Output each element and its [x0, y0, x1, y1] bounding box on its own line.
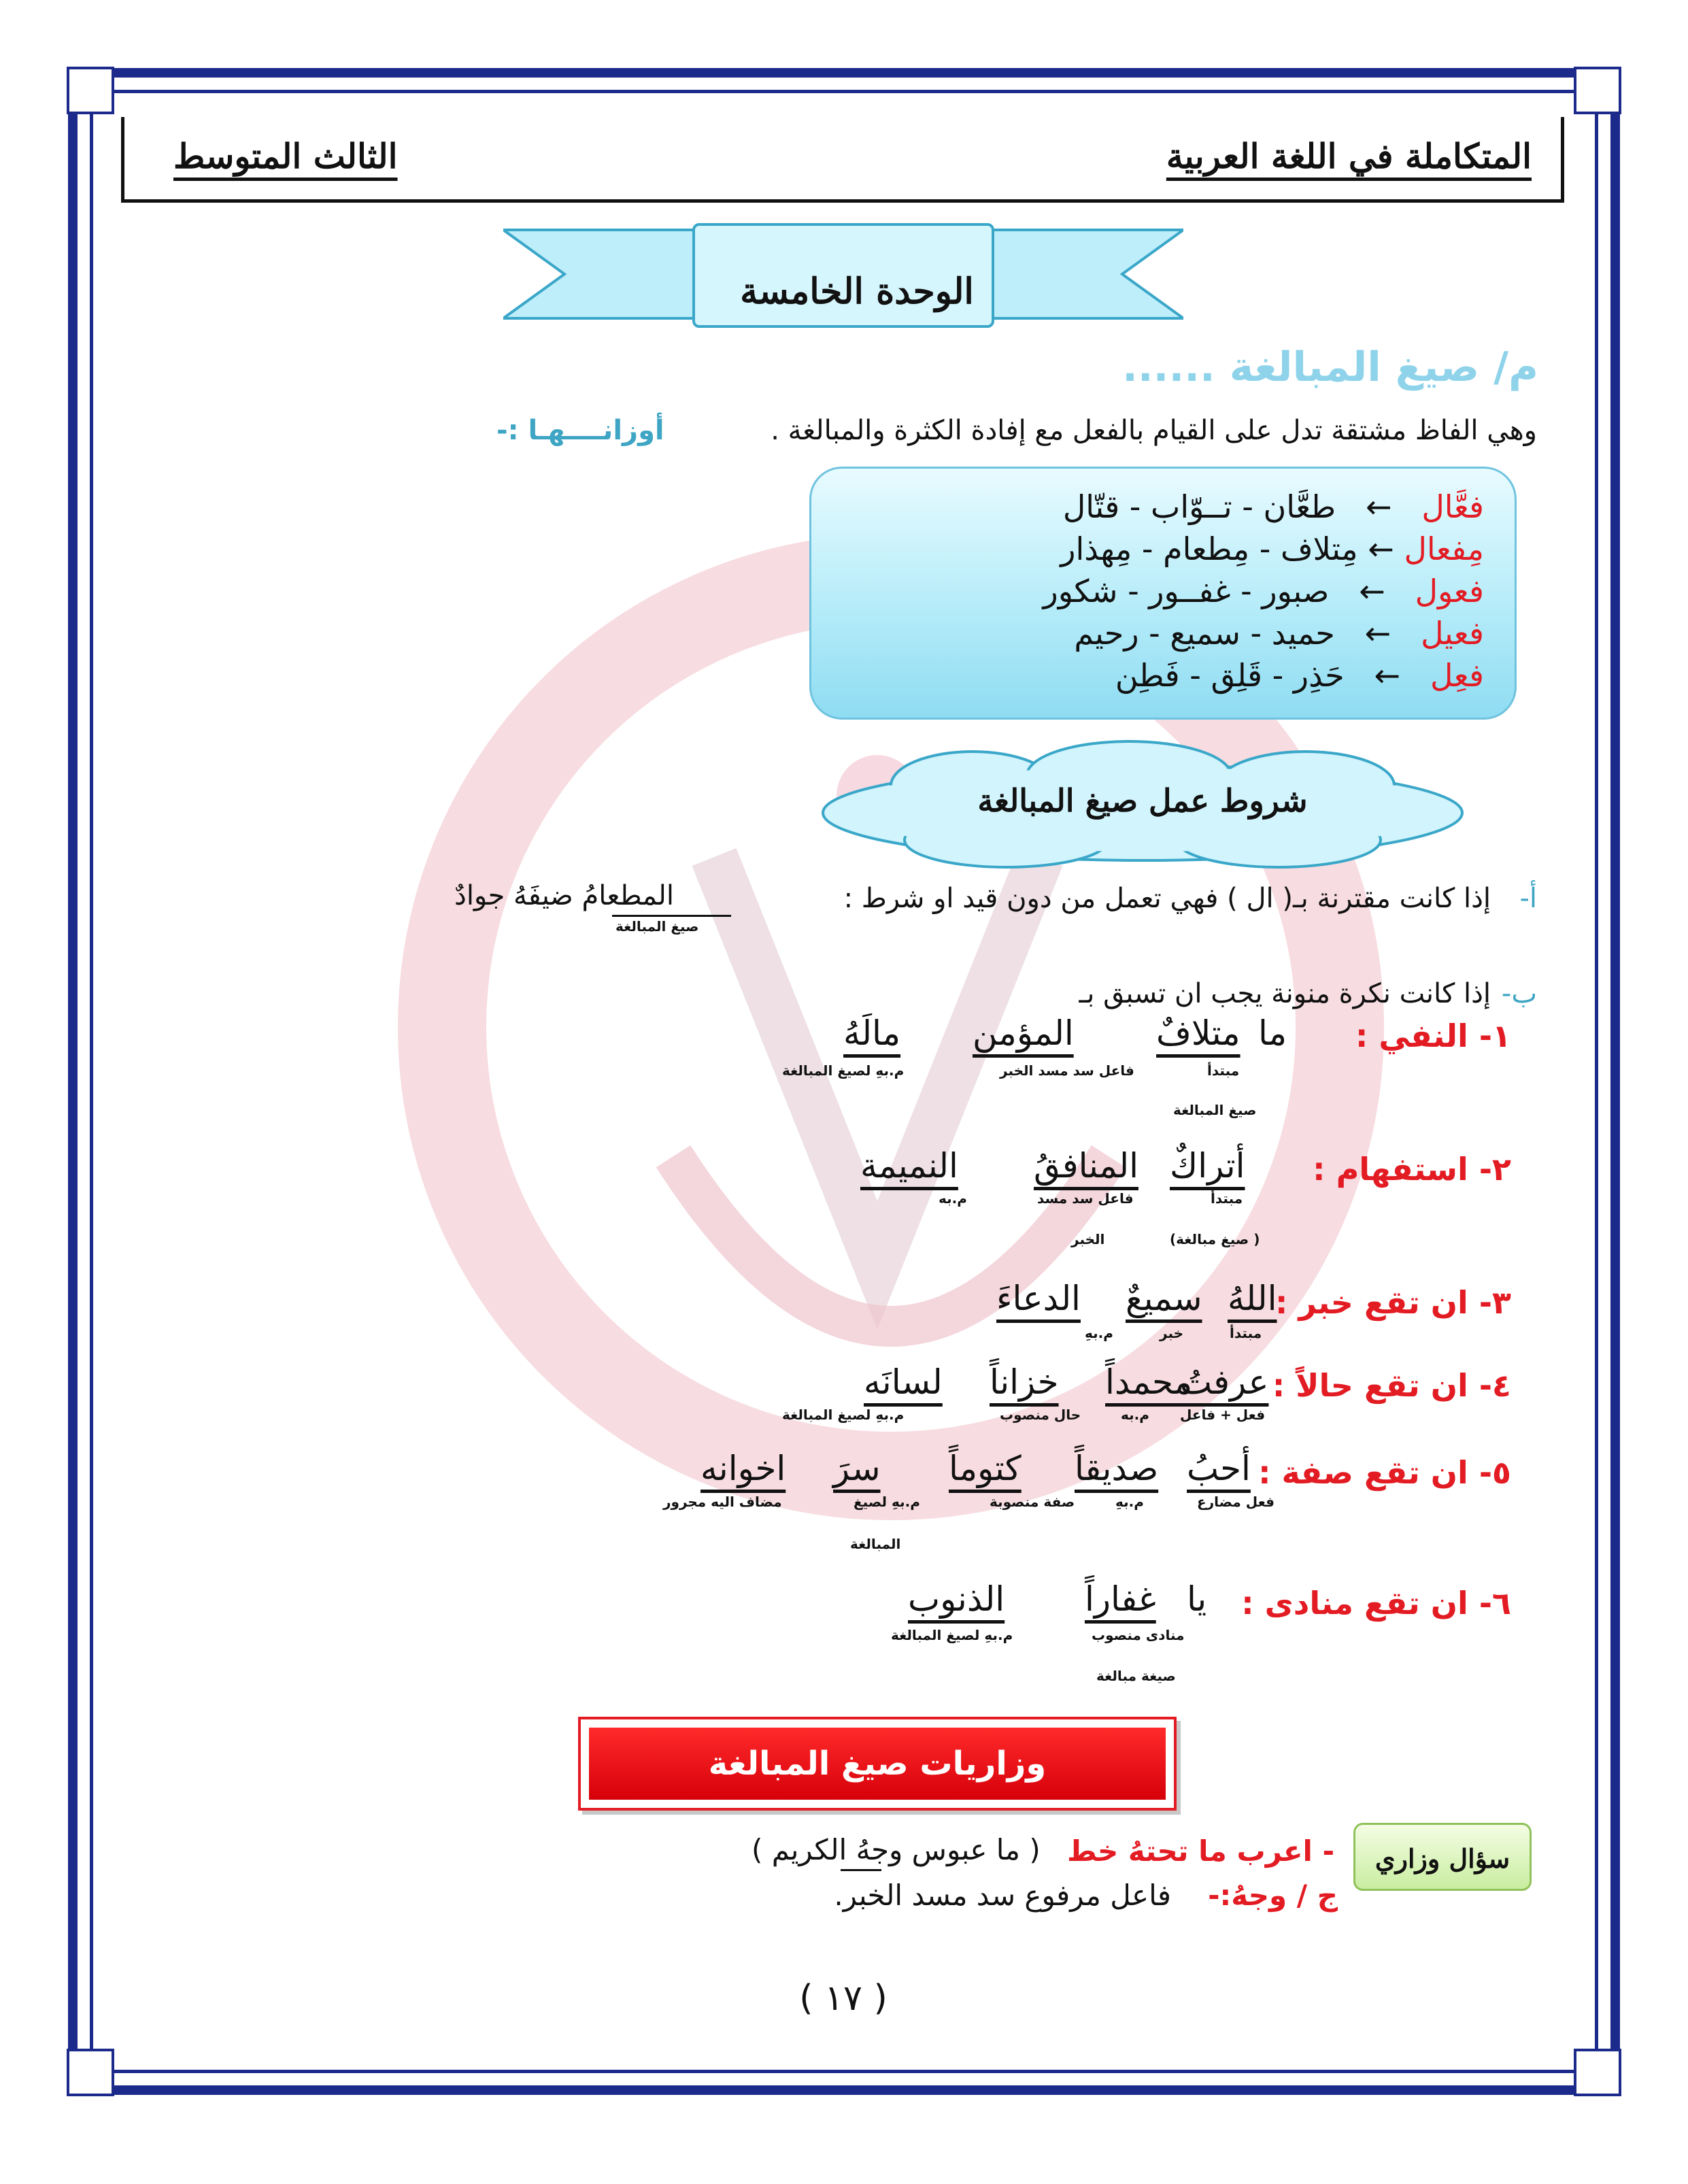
case-title: ١- النفي : [1355, 1018, 1511, 1054]
case-below: الخبر [1071, 1231, 1105, 1247]
case-label: م.به [939, 1190, 967, 1207]
cond-a-note: صيغ المبالغة [615, 918, 699, 935]
weight-row [1060, 531, 1484, 567]
answer-label: ج / وجهُ:- [1208, 1879, 1338, 1912]
weight-row [1074, 615, 1484, 652]
case-word: النميمة [860, 1146, 958, 1186]
case-word: أحبُ [1187, 1449, 1251, 1488]
arrow-icon: ← [1368, 531, 1394, 567]
definition-text: وهي الفاظ مشتقة تدل على القيام بالفعل مع إفادة الكثرة والمبالغة . [771, 415, 1537, 446]
weight-examples: صبور - غفــور - شكور [1043, 573, 1330, 609]
case-word: الدعاءَ [996, 1279, 1081, 1318]
question-sentence: ( ما عبوس وجهُ الكريم ) [752, 1833, 1041, 1866]
cond-a-letter: أ- [1519, 883, 1537, 914]
case-title: ٦- ان تقع منادى : [1241, 1585, 1511, 1622]
weight-pattern: فعيل [1421, 615, 1484, 652]
arrow-icon: ← [1365, 488, 1392, 525]
case-word: سميعٌ [1126, 1279, 1202, 1318]
weight-row [1043, 573, 1484, 609]
case-below: ( صيغ مبالغة) [1170, 1231, 1260, 1247]
weight-examples: طعَّان - تــوّاب - قتّال [1062, 488, 1336, 525]
case-word: اللهُ [1228, 1279, 1277, 1318]
case-word: متلافٌ [1156, 1013, 1240, 1053]
case-below: صيغة مبالغة [1096, 1668, 1176, 1684]
case-label: مبتدأ [1207, 1062, 1240, 1079]
case-label: حال منصوب [1000, 1407, 1081, 1423]
weight-examples: حَذِر - قَلِق - فَطِن [1115, 657, 1345, 694]
weight-pattern: مِفعال [1404, 531, 1484, 567]
cond-b-letter: ب- [1501, 978, 1537, 1009]
case-label: م.بهِ لصيغ المبالغة [782, 1062, 905, 1079]
case-word: غفاراً [1085, 1579, 1156, 1619]
header-right-title: المتكاملة في اللغة العربية [1166, 136, 1532, 176]
case-label: مبتدأ [1211, 1190, 1243, 1207]
case-label: م.بهِ لصيغ المبالغة [891, 1627, 1013, 1643]
header-left-title: الثالث المتوسط [173, 136, 398, 176]
case-word: مالَهُ [843, 1013, 901, 1053]
case-label: م.به [1121, 1407, 1149, 1423]
question-badge: سؤال وزاري [1353, 1823, 1532, 1891]
case-word: أتراكٌ [1170, 1146, 1245, 1186]
underline [612, 915, 731, 917]
corner-ornament [67, 2049, 114, 2096]
case-label: فعل + فاعل [1180, 1407, 1266, 1423]
weight-row [1063, 488, 1484, 525]
case-label: م.بهِ [1115, 1494, 1144, 1510]
case-label: فاعل سد مسد [1037, 1190, 1134, 1207]
unit-banner-title: الوحدة الخامسة [740, 271, 974, 312]
case-title: ٥- ان تقع صفة : [1258, 1454, 1511, 1491]
case-word: اخوانه [700, 1449, 786, 1488]
weight-pattern: فعَّال [1421, 488, 1484, 525]
corner-ornament [1574, 67, 1621, 114]
case-below: صيغ المبالغة [1173, 1102, 1257, 1118]
question-prompt: - اعرب ما تحتهُ خط [1066, 1834, 1334, 1868]
case-word: لسانَه [864, 1362, 943, 1402]
page-number: ( ١٧ ) [799, 1978, 888, 2019]
weight-examples: حميد - سميع - رحيم [1074, 615, 1335, 652]
cond-a-example: المطعامُ ضيفَهُ جوادٌ [454, 880, 674, 911]
case-word: الذنوب [908, 1579, 1005, 1619]
case-title: ٤- ان تقع حالاً : [1272, 1367, 1511, 1404]
case-word: خزاناً [990, 1362, 1059, 1402]
case-word: المؤمن [973, 1013, 1074, 1053]
weight-examples: مِتلاف - مِطعام - مِهذار [1060, 531, 1358, 567]
answer-text: فاعل مرفوع سد مسد الخبر. [834, 1879, 1171, 1912]
weight-pattern: فعِل [1430, 657, 1484, 694]
case-word: المنافقُ [1034, 1146, 1138, 1186]
case-label: م.بهِ لصيغ المبالغة [782, 1407, 905, 1423]
weights-label: أوزانــــهـا :- [496, 415, 664, 446]
case-below: المبالغة [850, 1536, 901, 1552]
case-word: كتوماً [949, 1449, 1022, 1488]
corner-ornament [1574, 2049, 1621, 2096]
case-label: م.بهِ لصيغ [854, 1494, 920, 1510]
case-title: ٣- ان تقع خبر : [1275, 1284, 1511, 1321]
weight-pattern: فعول [1415, 573, 1484, 609]
arrow-icon: ← [1374, 657, 1401, 694]
weight-row [1115, 657, 1484, 694]
cond-a-text: إذا كانت مقترنة بـ( ال ) فهي تعمل من دون قيد او شرط : [843, 883, 1491, 914]
ministerial-title: وزاريات صيغ المبالغة [589, 1728, 1166, 1800]
case-label: م.بهِ [1085, 1325, 1113, 1341]
case-word: يا [1187, 1579, 1207, 1619]
case-word: عرفتُ [1180, 1362, 1269, 1402]
case-label: فعل مضارع [1197, 1494, 1275, 1510]
corner-ornament [67, 67, 114, 114]
case-label: مضاف اليه مجرور [663, 1494, 782, 1510]
case-label: فاعل سد مسد الخبر [1000, 1062, 1134, 1079]
cond-b-text: إذا كانت نكرة منونة يجب ان تسبق بـ [1079, 978, 1491, 1009]
case-label: مبتدأ [1230, 1325, 1262, 1341]
arrow-icon: ← [1359, 573, 1385, 609]
case-word: صديقاً [1075, 1449, 1159, 1488]
case-label: خبر [1160, 1325, 1184, 1341]
arrow-icon: ← [1364, 615, 1391, 652]
case-label: منادى منصوب [1092, 1627, 1185, 1643]
case-label: صفة منصوبة [990, 1494, 1075, 1510]
case-word: ما [1258, 1013, 1287, 1053]
case-word: محمداً [1105, 1362, 1193, 1402]
case-word: سرَ [833, 1449, 881, 1488]
case-title: ٢- استفهام : [1313, 1151, 1511, 1188]
conditions-title: شروط عمل صيغ المبالغة [977, 782, 1308, 819]
underline [841, 1869, 881, 1871]
topic-title: م/ صيغ المبالغة ...... [1122, 343, 1538, 391]
